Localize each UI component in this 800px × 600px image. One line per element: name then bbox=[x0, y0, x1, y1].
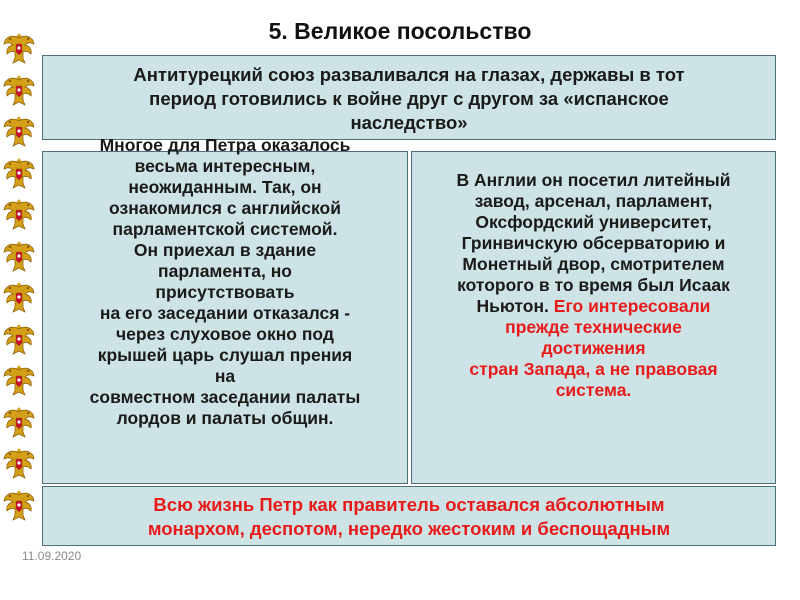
text-line: на bbox=[214, 366, 236, 386]
double-headed-eagle-icon bbox=[2, 487, 36, 523]
double-headed-eagle-icon bbox=[2, 445, 36, 481]
text-line: В Англии он посетил литейный bbox=[456, 170, 731, 190]
text-line: Многое для Петра оказалось bbox=[99, 135, 351, 155]
slide-date: 11.09.2020 bbox=[22, 549, 82, 563]
highlight-text: Его интересовали bbox=[553, 296, 711, 316]
double-headed-eagle-icon bbox=[2, 113, 36, 149]
text-line: наследство» bbox=[350, 112, 468, 134]
text-line: крышей царь слушал прения bbox=[97, 345, 353, 365]
emblem-strip bbox=[2, 30, 42, 528]
double-headed-eagle-icon bbox=[2, 321, 36, 357]
double-headed-eagle-icon bbox=[2, 279, 36, 315]
double-headed-eagle-icon bbox=[2, 72, 36, 108]
double-headed-eagle-icon bbox=[2, 155, 36, 191]
slide-title: 5. Великое посольство bbox=[268, 18, 532, 44]
highlight-text: достижения bbox=[541, 338, 646, 358]
highlight-text: система. bbox=[555, 380, 632, 400]
text-line: Оксфордский университет, bbox=[475, 212, 712, 232]
text-line: парламента, но bbox=[158, 261, 292, 281]
double-headed-eagle-icon bbox=[2, 238, 36, 274]
text-line: неожиданным. Так, он bbox=[128, 177, 322, 197]
right-text-box bbox=[411, 151, 776, 484]
text-line: ознакомился с английской bbox=[109, 198, 341, 218]
bottom-conclusion-box bbox=[42, 486, 776, 546]
text-line: парламентской системой. bbox=[112, 219, 338, 239]
text-line: завод, арсенал, парламент, bbox=[474, 191, 713, 211]
left-text-box bbox=[42, 135, 408, 484]
text-line: лордов и палаты общин. bbox=[116, 408, 334, 428]
text-line: на его заседании отказался - bbox=[99, 303, 351, 323]
text-line: Всю жизнь Петр как правитель оставался абсолютным bbox=[153, 494, 665, 515]
text-line: через слуховое окно под bbox=[116, 324, 334, 344]
highlight-text: стран Запада, а не правовая bbox=[469, 359, 718, 379]
text-line: Монетный двор, смотрителем bbox=[462, 254, 725, 274]
text-line: совместном заседании палаты bbox=[89, 387, 361, 407]
text-line: которого в то время был Исаак bbox=[457, 275, 730, 295]
double-headed-eagle-icon bbox=[2, 362, 36, 398]
text-line: весьма интересным, bbox=[134, 156, 316, 176]
top-summary-box bbox=[42, 55, 776, 140]
text-line: монархом, деспотом, нередко жестоким и беспощадным bbox=[147, 518, 671, 540]
text-line: Он приехал в здание bbox=[133, 240, 317, 260]
highlight-text: прежде технические bbox=[505, 317, 682, 337]
text-segment: Ньютон. bbox=[476, 296, 549, 316]
text-line: Антитурецкий союз разваливался на глазах, державы в тот bbox=[133, 64, 685, 85]
text-line: присутствовать bbox=[155, 282, 295, 302]
double-headed-eagle-icon bbox=[2, 196, 36, 232]
text-line: Гринвичскую обсерваторию и bbox=[461, 233, 726, 253]
double-headed-eagle-icon bbox=[2, 404, 36, 440]
text-line: период готовились к войне друг с другом за «испанское bbox=[149, 88, 669, 110]
